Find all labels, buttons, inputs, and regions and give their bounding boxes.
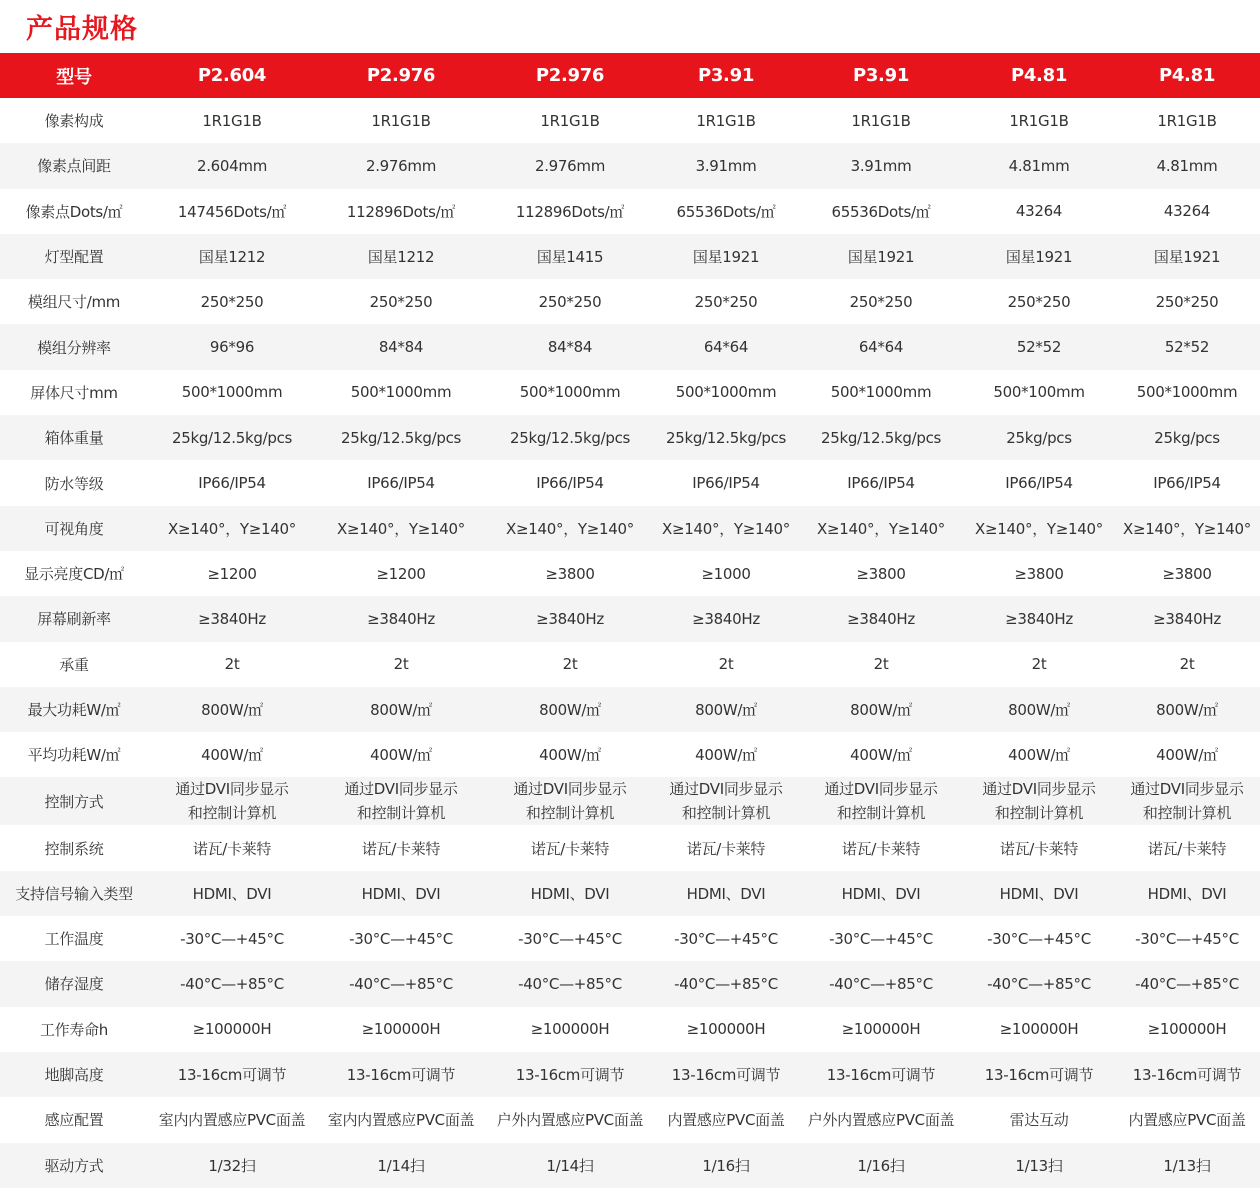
spec-cell: 1R1G1B [540,111,600,130]
spec-cell: 800W/㎡ [201,701,263,719]
spec-cell: HDMI、DVI [1147,884,1227,903]
table-row [0,642,1260,687]
model-header: P3.91 [852,65,910,86]
spec-cell: 65536Dots/㎡ [676,202,776,221]
spec-cell: 800W/㎡ [850,701,912,719]
spec-cell: -40°C—+85°C [987,974,1091,993]
spec-cell: 诺瓦/卡莱特 [530,839,610,858]
spec-cell: 诺瓦/卡莱特 [841,839,921,858]
spec-cell: 52*52 [1164,338,1210,357]
spec-cell: -40°C—+85°C [674,974,778,993]
spec-cell: ≥3800 [856,564,906,583]
spec-cell: 112896Dots/㎡ [346,202,456,221]
spec-cell: 通过DVI同步显示 和控制计算机 [513,780,627,823]
table-row [0,98,1260,143]
spec-cell: 13-16cm可调节 [1132,1066,1242,1085]
model-header: P2.976 [366,65,436,86]
spec-cell: 25kg/12.5kg/pcs [820,428,942,447]
model-header: P4.81 [1010,65,1068,86]
spec-cell: -30°C—+45°C [987,929,1091,948]
row-label: 屏体尺寸mm [30,383,118,402]
row-label: 平均功耗W/㎡ [27,746,121,765]
spec-cell: ≥3840Hz [847,609,915,628]
spec-cell: HDMI、DVI [192,884,272,903]
spec-cell: -30°C—+45°C [180,929,284,948]
spec-cell: 13-16cm可调节 [346,1066,456,1085]
spec-cell: IP66/IP54 [692,474,760,493]
spec-cell: 户外内置感应PVC面盖 [807,1111,955,1130]
spec-cell: 2t [224,655,240,674]
spec-cell: 250*250 [538,292,602,311]
spec-cell: 13-16cm可调节 [177,1066,287,1085]
row-label: 驱动方式 [44,1156,104,1175]
spec-cell: 1R1G1B [696,111,756,130]
spec-cell: 诺瓦/卡莱特 [361,839,441,858]
table-row [0,1143,1260,1188]
spec-cell: ≥3840Hz [692,609,760,628]
spec-cell: 13-16cm可调节 [984,1066,1094,1085]
row-label: 控制系统 [44,839,104,858]
spec-cell: 250*250 [369,292,433,311]
row-label: 工作寿命h [39,1020,108,1039]
spec-cell: ≥1200 [207,564,257,583]
spec-cell: 250*250 [849,292,913,311]
spec-cell: 2.604mm [196,156,268,175]
spec-cell: 25kg/pcs [1154,428,1220,447]
spec-cell: X≥140°，Y≥140° [662,519,790,538]
spec-cell: X≥140°，Y≥140° [975,519,1103,538]
spec-cell: 3.91mm [695,156,757,175]
spec-cell: HDMI、DVI [361,884,441,903]
table-row [0,1097,1260,1142]
spec-table [0,53,1260,1188]
spec-cell: 64*64 [703,338,749,357]
spec-cell: 诺瓦/卡莱特 [999,839,1079,858]
spec-cell: X≥140°，Y≥140° [168,519,296,538]
spec-cell: -40°C—+85°C [829,974,933,993]
spec-cell: IP66/IP54 [1153,474,1221,493]
table-row [0,324,1260,369]
spec-cell: 25kg/12.5kg/pcs [509,428,631,447]
spec-cell: 1R1G1B [851,111,911,130]
spec-cell: 国星1212 [198,248,266,267]
spec-cell: 500*1000mm [181,383,283,402]
spec-cell: 内置感应PVC面盖 [1128,1111,1246,1130]
spec-cell: IP66/IP54 [198,474,266,493]
spec-cell: 2t [393,655,409,674]
spec-cell: 800W/㎡ [695,701,757,719]
table-row [0,596,1260,641]
spec-cell: 通过DVI同步显示 和控制计算机 [344,780,458,823]
spec-cell: 500*1000mm [675,383,777,402]
spec-cell: 800W/㎡ [370,701,432,719]
row-label: 像素点Dots/㎡ [25,202,123,221]
spec-cell: 500*1000mm [830,383,932,402]
spec-cell: 诺瓦/卡莱特 [192,839,272,858]
spec-cell: 2.976mm [534,156,606,175]
row-label: 控制方式 [44,792,104,811]
spec-cell: ≥3800 [1014,564,1064,583]
spec-cell: ≥1200 [376,564,426,583]
spec-cell: X≥140°，Y≥140° [337,519,465,538]
table-row [0,143,1260,188]
spec-cell: 96*96 [209,338,255,357]
row-label: 工作温度 [44,930,104,949]
spec-cell: ≥100000H [1147,1020,1227,1039]
model-header: P3.91 [697,65,755,86]
spec-cell: 3.91mm [850,156,912,175]
spec-cell: 1/13扫 [1015,1156,1063,1175]
table-row [0,916,1260,961]
spec-cell: HDMI、DVI [530,884,610,903]
spec-cell: 500*100mm [993,383,1085,402]
spec-cell: 147456Dots/㎡ [177,202,287,221]
spec-cell: 2t [562,655,578,674]
spec-cell: ≥100000H [686,1020,766,1039]
spec-cell: ≥100000H [192,1020,272,1039]
spec-cell: IP66/IP54 [847,474,915,493]
spec-cell: 通过DVI同步显示 和控制计算机 [824,780,938,823]
spec-cell: ≥3800 [545,564,595,583]
spec-cell: 25kg/pcs [1006,428,1072,447]
row-label: 模组分辨率 [37,338,111,357]
spec-cell: 400W/㎡ [539,746,601,765]
spec-cell: 室内内置感应PVC面盖 [327,1111,475,1130]
spec-cell: 国星1921 [1153,248,1221,267]
spec-cell: 2t [1031,655,1047,674]
spec-cell: 400W/㎡ [370,746,432,765]
spec-cell: 112896Dots/㎡ [515,202,625,221]
spec-cell: -40°C—+85°C [1135,974,1239,993]
model-header: P2.976 [535,65,605,86]
spec-cell: 国星1415 [536,248,604,267]
row-label: 储存湿度 [44,975,104,994]
spec-cell: 通过DVI同步显示 和控制计算机 [982,780,1096,823]
model-header: P2.604 [197,65,267,86]
spec-cell: 雷达互动 [1009,1111,1069,1130]
spec-cell: 65536Dots/㎡ [831,202,931,221]
spec-cell: IP66/IP54 [367,474,435,493]
spec-cell: 500*1000mm [519,383,621,402]
spec-cell: 25kg/12.5kg/pcs [665,428,787,447]
spec-cell: X≥140°，Y≥140° [817,519,945,538]
spec-cell: 52*52 [1016,338,1062,357]
spec-cell: 国星1921 [692,248,760,267]
spec-cell: ≥3840Hz [536,609,604,628]
spec-cell: HDMI、DVI [999,884,1079,903]
spec-cell: 1/13扫 [1163,1156,1211,1175]
spec-cell: 84*84 [547,338,593,357]
spec-cell: ≥3800 [1162,564,1212,583]
table-row [0,1052,1260,1097]
header-label: 型号 [56,66,92,88]
table-row [0,871,1260,916]
spec-cell: ≥100000H [999,1020,1079,1039]
spec-cell: 25kg/12.5kg/pcs [171,428,293,447]
spec-cell: ≥100000H [530,1020,610,1039]
table-header-row [0,53,1260,98]
spec-cell: ≥100000H [361,1020,441,1039]
spec-cell: 通过DVI同步显示 和控制计算机 [175,780,289,823]
spec-cell: 13-16cm可调节 [826,1066,936,1085]
spec-cell: -40°C—+85°C [349,974,453,993]
spec-cell: 400W/㎡ [695,746,757,765]
spec-cell: 800W/㎡ [1156,701,1218,719]
spec-cell: 室内内置感应PVC面盖 [158,1111,306,1130]
spec-cell: X≥140°，Y≥140° [506,519,634,538]
spec-cell: ≥100000H [841,1020,921,1039]
spec-cell: -30°C—+45°C [349,929,453,948]
spec-cell: 1/14扫 [546,1156,594,1175]
row-label: 感应配置 [44,1111,104,1130]
spec-cell: ≥3840Hz [1005,609,1073,628]
page-title: 产品规格 [26,14,138,45]
spec-cell: 1/16扫 [857,1156,905,1175]
table-row [0,961,1260,1006]
table-row [0,460,1260,505]
spec-cell: 800W/㎡ [1008,701,1070,719]
spec-cell: 1R1G1B [1009,111,1069,130]
table-row [0,189,1260,234]
table-row [0,415,1260,460]
spec-cell: 2t [873,655,889,674]
spec-cell: 64*64 [858,338,904,357]
spec-cell: 43264 [1015,202,1063,221]
row-label: 可视角度 [44,519,104,538]
spec-cell: 国星1212 [367,248,435,267]
spec-cell: 400W/㎡ [850,746,912,765]
spec-cell: 1R1G1B [1157,111,1217,130]
spec-cell: 1/16扫 [702,1156,750,1175]
row-label: 像素构成 [44,112,104,131]
spec-cell: 800W/㎡ [539,701,601,719]
spec-cell: 13-16cm可调节 [671,1066,781,1085]
spec-cell: -40°C—+85°C [180,974,284,993]
spec-cell: HDMI、DVI [841,884,921,903]
spec-cell: IP66/IP54 [1005,474,1073,493]
spec-cell: ≥1000 [701,564,751,583]
spec-cell: 250*250 [1155,292,1219,311]
spec-cell: X≥140°，Y≥140° [1123,519,1251,538]
spec-cell: 通过DVI同步显示 和控制计算机 [669,780,783,823]
row-label: 像素点间距 [37,157,111,176]
spec-cell: 500*1000mm [350,383,452,402]
spec-cell: 2.976mm [365,156,437,175]
spec-cell: 43264 [1163,202,1211,221]
spec-cell: 2t [1179,655,1195,674]
spec-cell: 内置感应PVC面盖 [667,1111,785,1130]
row-label: 最大功耗W/㎡ [27,701,121,719]
spec-cell: -40°C—+85°C [518,974,622,993]
row-label: 屏幕刷新率 [37,610,111,629]
spec-cell: 国星1921 [1005,248,1073,267]
spec-cell: 1R1G1B [202,111,262,130]
table-row [0,732,1260,777]
spec-cell: 1/32扫 [208,1156,256,1175]
row-label: 显示亮度CD/㎡ [24,565,124,584]
spec-cell: 400W/㎡ [1008,746,1070,765]
spec-cell: 国星1921 [847,248,915,267]
row-label: 地脚高度 [44,1066,104,1085]
table-row [0,370,1260,415]
spec-cell: 诺瓦/卡莱特 [686,839,766,858]
spec-cell: -30°C—+45°C [674,929,778,948]
row-label: 防水等级 [44,474,104,493]
table-row [0,825,1260,870]
row-label: 箱体重量 [44,429,104,448]
spec-cell: 1/14扫 [377,1156,425,1175]
spec-cell: 通过DVI同步显示 和控制计算机 [1130,780,1244,823]
spec-cell: 诺瓦/卡莱特 [1147,839,1227,858]
table-row [0,279,1260,324]
row-label: 支持信号输入类型 [15,884,133,903]
spec-cell: HDMI、DVI [686,884,766,903]
spec-cell: 250*250 [694,292,758,311]
spec-cell: ≥3840Hz [367,609,435,628]
table-row [0,506,1260,551]
spec-cell: IP66/IP54 [536,474,604,493]
spec-cell: 13-16cm可调节 [515,1066,625,1085]
spec-cell: 1R1G1B [371,111,431,130]
spec-cell: ≥3840Hz [198,609,266,628]
model-header: P4.81 [1158,65,1216,86]
spec-cell: 4.81mm [1156,156,1218,175]
spec-cell: 400W/㎡ [201,746,263,765]
row-label: 模组尺寸/mm [27,293,121,312]
spec-cell: 84*84 [378,338,424,357]
spec-cell: ≥3840Hz [1153,609,1221,628]
spec-cell: 250*250 [200,292,264,311]
spec-cell: 25kg/12.5kg/pcs [340,428,462,447]
row-label: 灯型配置 [44,248,104,267]
row-label: 承重 [59,655,89,674]
table-row [0,234,1260,279]
table-row [0,777,1260,825]
spec-cell: 户外内置感应PVC面盖 [496,1111,644,1130]
spec-cell: -30°C—+45°C [518,929,622,948]
table-row [0,687,1260,732]
table-row [0,551,1260,596]
table-row [0,1007,1260,1052]
spec-cell: 400W/㎡ [1156,746,1218,765]
spec-cell: 2t [718,655,734,674]
spec-cell: 500*1000mm [1136,383,1238,402]
spec-cell: 4.81mm [1008,156,1070,175]
spec-cell: 250*250 [1007,292,1071,311]
spec-cell: -30°C—+45°C [829,929,933,948]
spec-cell: -30°C—+45°C [1135,929,1239,948]
